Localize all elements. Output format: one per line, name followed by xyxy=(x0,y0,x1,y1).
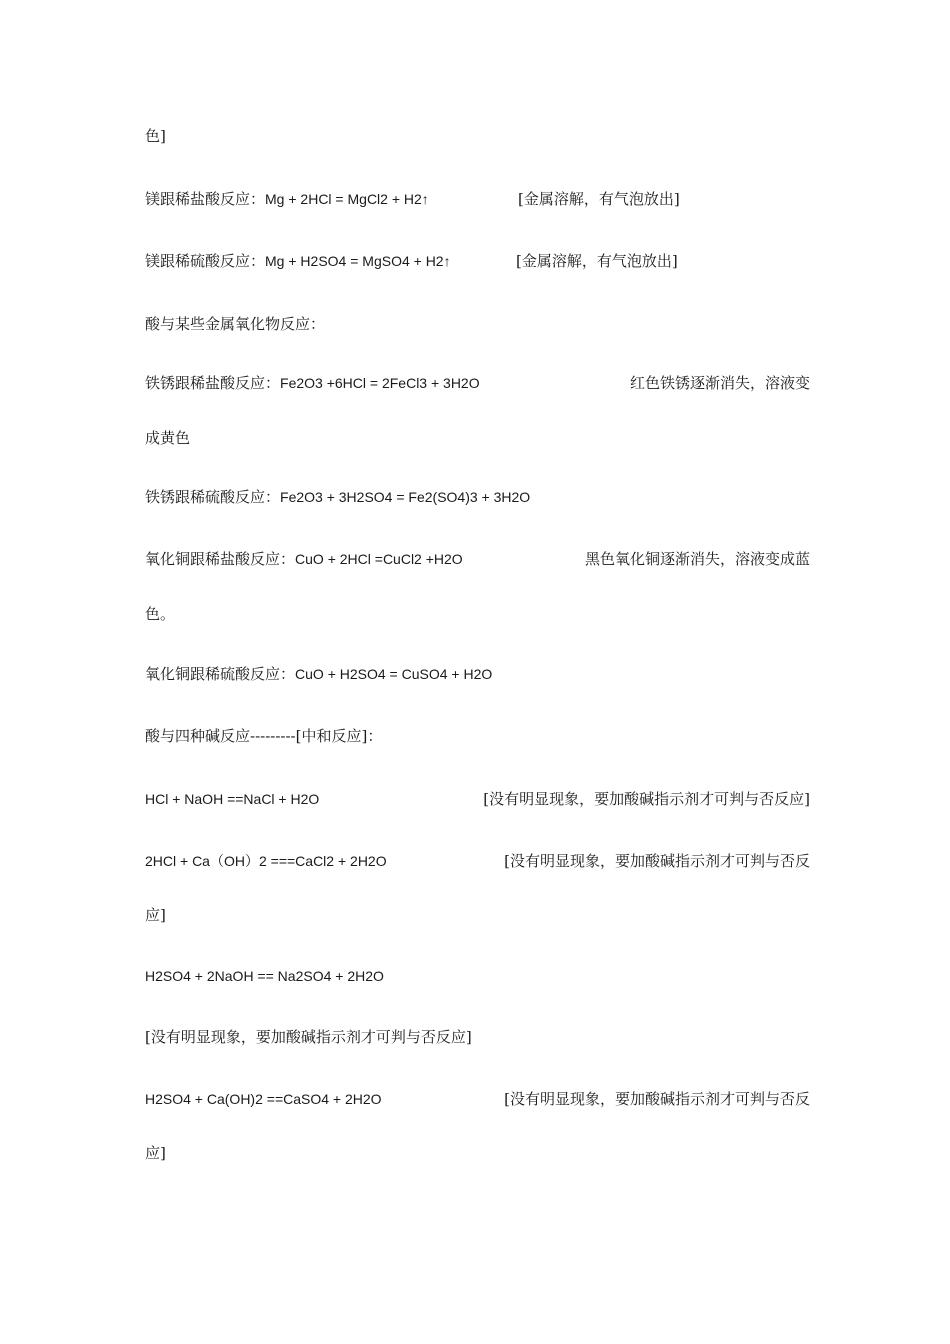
text-line xyxy=(145,664,810,684)
line-text: 酸与四种碱反应---------[中和反应]： xyxy=(145,727,383,745)
text-line xyxy=(145,789,810,809)
reaction-label: 镁跟稀盐酸反应： xyxy=(145,190,266,208)
reaction-label: 铁锈跟稀盐酸反应： xyxy=(145,374,281,392)
text-line xyxy=(145,251,810,271)
reaction-formula: Mg + 2HCl = MgCl2 + H2↑ xyxy=(265,191,429,207)
reaction-note: [没有明显现象，要加酸碱指示剂才可判与否反 xyxy=(504,852,810,870)
text-line xyxy=(145,373,810,393)
text-line xyxy=(145,851,810,871)
text-line xyxy=(145,1027,810,1047)
line-text: 色。 xyxy=(145,605,176,623)
text-line xyxy=(145,905,810,925)
text-line xyxy=(145,966,810,986)
reaction-formula: H2SO4 + Ca(OH)2 ==CaSO4 + 2H2O xyxy=(145,1091,382,1107)
line-text: 成黄色 xyxy=(145,429,191,447)
text-line xyxy=(145,1089,810,1109)
reaction-note: [没有明显现象，要加酸碱指示剂才可判与否反应] xyxy=(483,790,810,808)
reaction-formula: Fe2O3 + 3H2SO4 = Fe2(SO4)3 + 3H2O xyxy=(280,489,531,505)
reaction-formula: Fe2O3 +6HCl = 2FeCl3 + 3H2O xyxy=(280,375,480,391)
reaction-note: [金属溶解，有气泡放出] xyxy=(516,252,678,270)
reaction-formula: CuO + H2SO4 = CuSO4 + H2O xyxy=(295,666,493,682)
reaction-label: 镁跟稀硫酸反应： xyxy=(145,252,266,270)
line-text: 应] xyxy=(145,906,166,924)
text-line xyxy=(145,604,810,624)
reaction-formula: CuO + 2HCl =CuCl2 +H2O xyxy=(295,551,463,567)
reaction-note: [金属溶解，有气泡放出] xyxy=(518,190,680,208)
reaction-note: [没有明显现象，要加酸碱指示剂才可判与否反 xyxy=(504,1090,810,1108)
reaction-formula: HCl + NaOH ==NaCl + H2O xyxy=(145,791,320,807)
line-text: 色] xyxy=(145,127,166,145)
reaction-formula: H2SO4 + 2NaOH == Na2SO4 + 2H2O xyxy=(145,968,384,984)
text-line xyxy=(145,126,810,146)
reaction-label: 氧化铜跟稀盐酸反应： xyxy=(145,550,296,568)
reaction-label: 氧化铜跟稀硫酸反应： xyxy=(145,665,296,683)
reaction-note: 红色铁锈逐渐消失，溶液变 xyxy=(629,374,810,392)
section-heading xyxy=(145,726,810,746)
reaction-label: 铁锈跟稀硫酸反应： xyxy=(145,488,281,506)
reaction-note: 黑色氧化铜逐渐消失，溶液变成蓝 xyxy=(584,550,810,568)
section-heading xyxy=(145,314,810,334)
text-line xyxy=(145,549,810,569)
line-text: 应] xyxy=(145,1144,166,1162)
text-line xyxy=(145,487,810,507)
reaction-formula: Mg + H2SO4 = MgSO4 + H2↑ xyxy=(265,253,451,269)
text-line xyxy=(145,189,810,209)
reaction-formula: 2HCl + Ca（OH）2 ===CaCl2 + 2H2O xyxy=(145,853,387,869)
text-line xyxy=(145,428,810,448)
text-line xyxy=(145,1143,810,1163)
reaction-note: [没有明显现象，要加酸碱指示剂才可判与否反应] xyxy=(145,1028,472,1046)
line-text: 酸与某些金属氧化物反应： xyxy=(145,315,326,333)
